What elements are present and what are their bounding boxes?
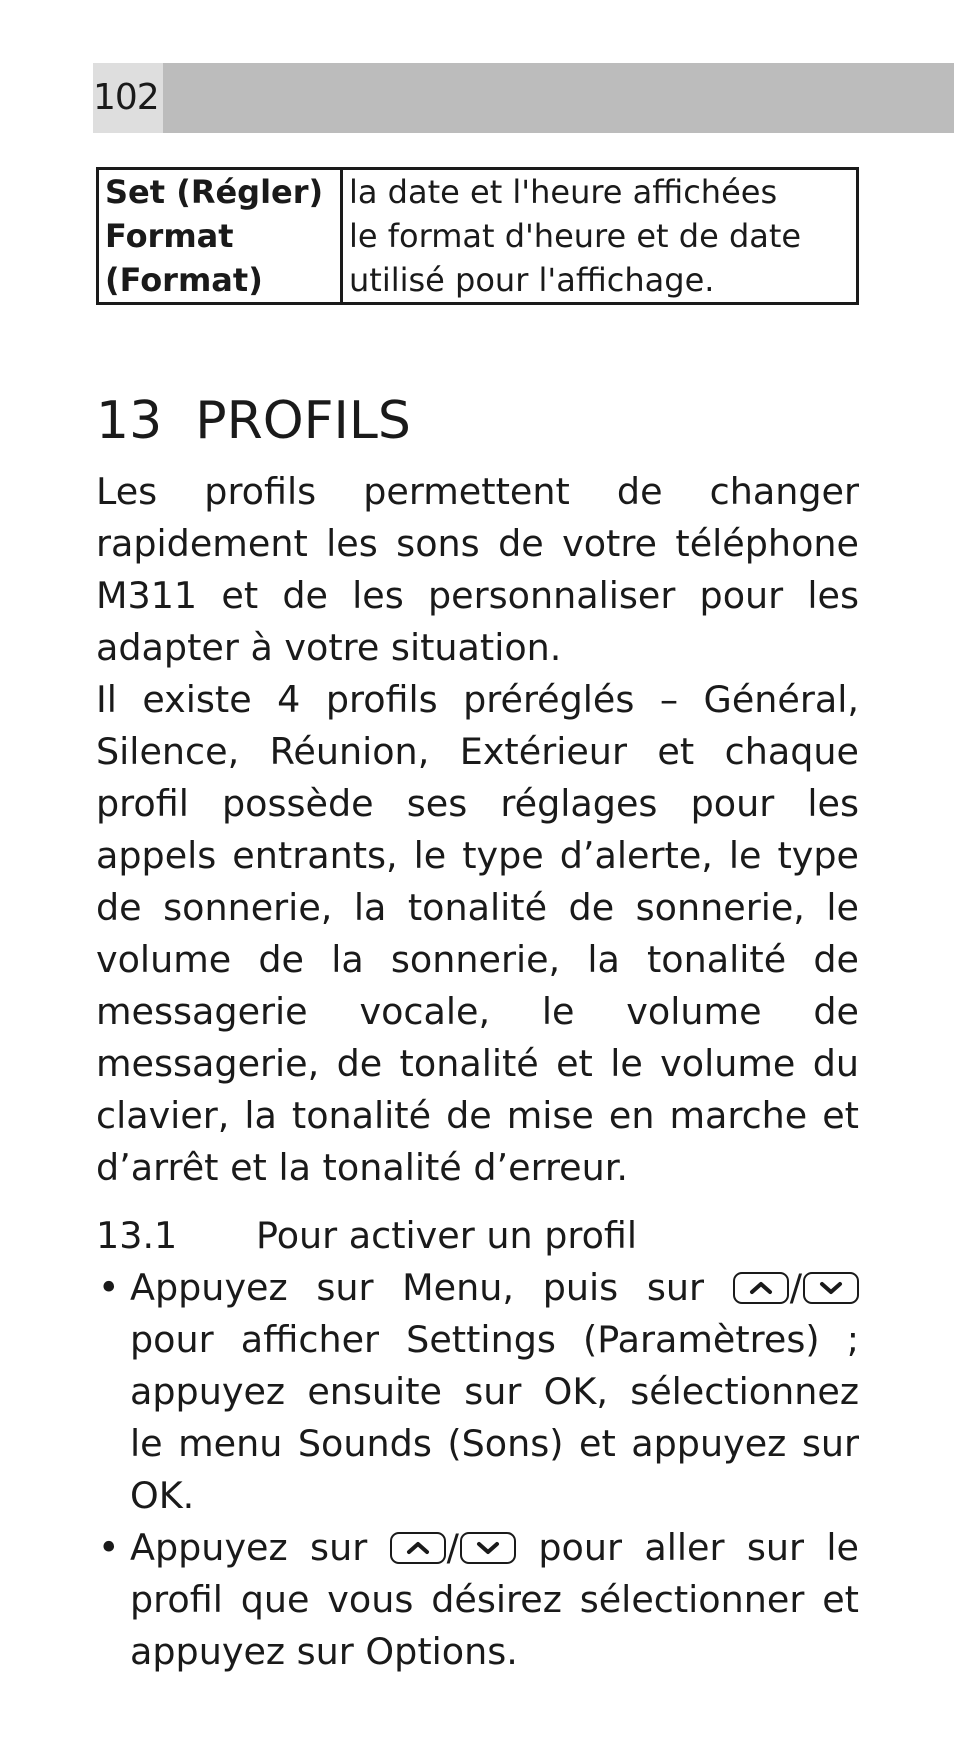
page-header-bar	[93, 63, 954, 133]
bullet-icon: •	[98, 1526, 120, 1569]
paragraph: Les profils permettent de changer rapidement les sons de votre téléphone M311 et de les personnaliser pour les adapter à votre situation.	[96, 470, 859, 669]
list-item-text: Appuyez sur Menu, puis sur	[130, 1266, 733, 1309]
bullet-icon: •	[98, 1266, 120, 1309]
list-item-text: pour aller sur le profil que vous désirez sélectionner et appuyez sur Options.	[130, 1526, 859, 1673]
slash-separator: /	[789, 1266, 802, 1309]
down-key-icon	[803, 1272, 859, 1304]
list-item	[96, 1522, 859, 1678]
table-row	[98, 214, 858, 304]
up-key-icon	[733, 1272, 789, 1304]
subsection-heading	[96, 1210, 859, 1262]
paragraph: Il existe 4 profils préréglés – Général, Silence, Réunion, Extérieur et chaque profil possède ses réglages pour les appels entrants, le type d’alerte, le type de sonnerie, la tonalité de sonnerie, le volume de la sonnerie, la tonalité de messagerie vocale, le volume de messagerie, de tonalité et le volume du clavier, la tonalité de mise en marche et d’arrêt et la tonalité d’erreur.	[96, 678, 859, 1189]
list-item-text: Appuyez sur	[130, 1526, 390, 1569]
slash-separator: /	[446, 1526, 459, 1569]
table-cell-key: Set (Régler)	[98, 169, 342, 215]
list-item-text: pour afficher Settings (Paramètres) ; appuyez ensuite sur OK, sélectionnez le menu Sounds (Sons) et appuyez sur OK.	[130, 1318, 859, 1517]
instruction-list	[96, 1262, 859, 1678]
table-cell-value: la date et l'heure affichées	[342, 169, 858, 215]
page-number: 102	[93, 63, 163, 133]
down-key-icon	[460, 1532, 516, 1564]
section-body	[96, 466, 859, 1678]
up-key-icon	[390, 1532, 446, 1564]
settings-table	[96, 167, 859, 305]
section-title: 13 PROFILS	[96, 391, 411, 451]
table-row	[98, 169, 858, 215]
table-cell-key: Format (Format)	[98, 214, 342, 304]
list-item	[96, 1262, 859, 1522]
subsection-number: 13.1	[96, 1214, 178, 1257]
table-cell-value: le format d'heure et de date utilisé pour l'affichage.	[342, 214, 858, 304]
subsection-title: Pour activer un profil	[256, 1214, 638, 1257]
